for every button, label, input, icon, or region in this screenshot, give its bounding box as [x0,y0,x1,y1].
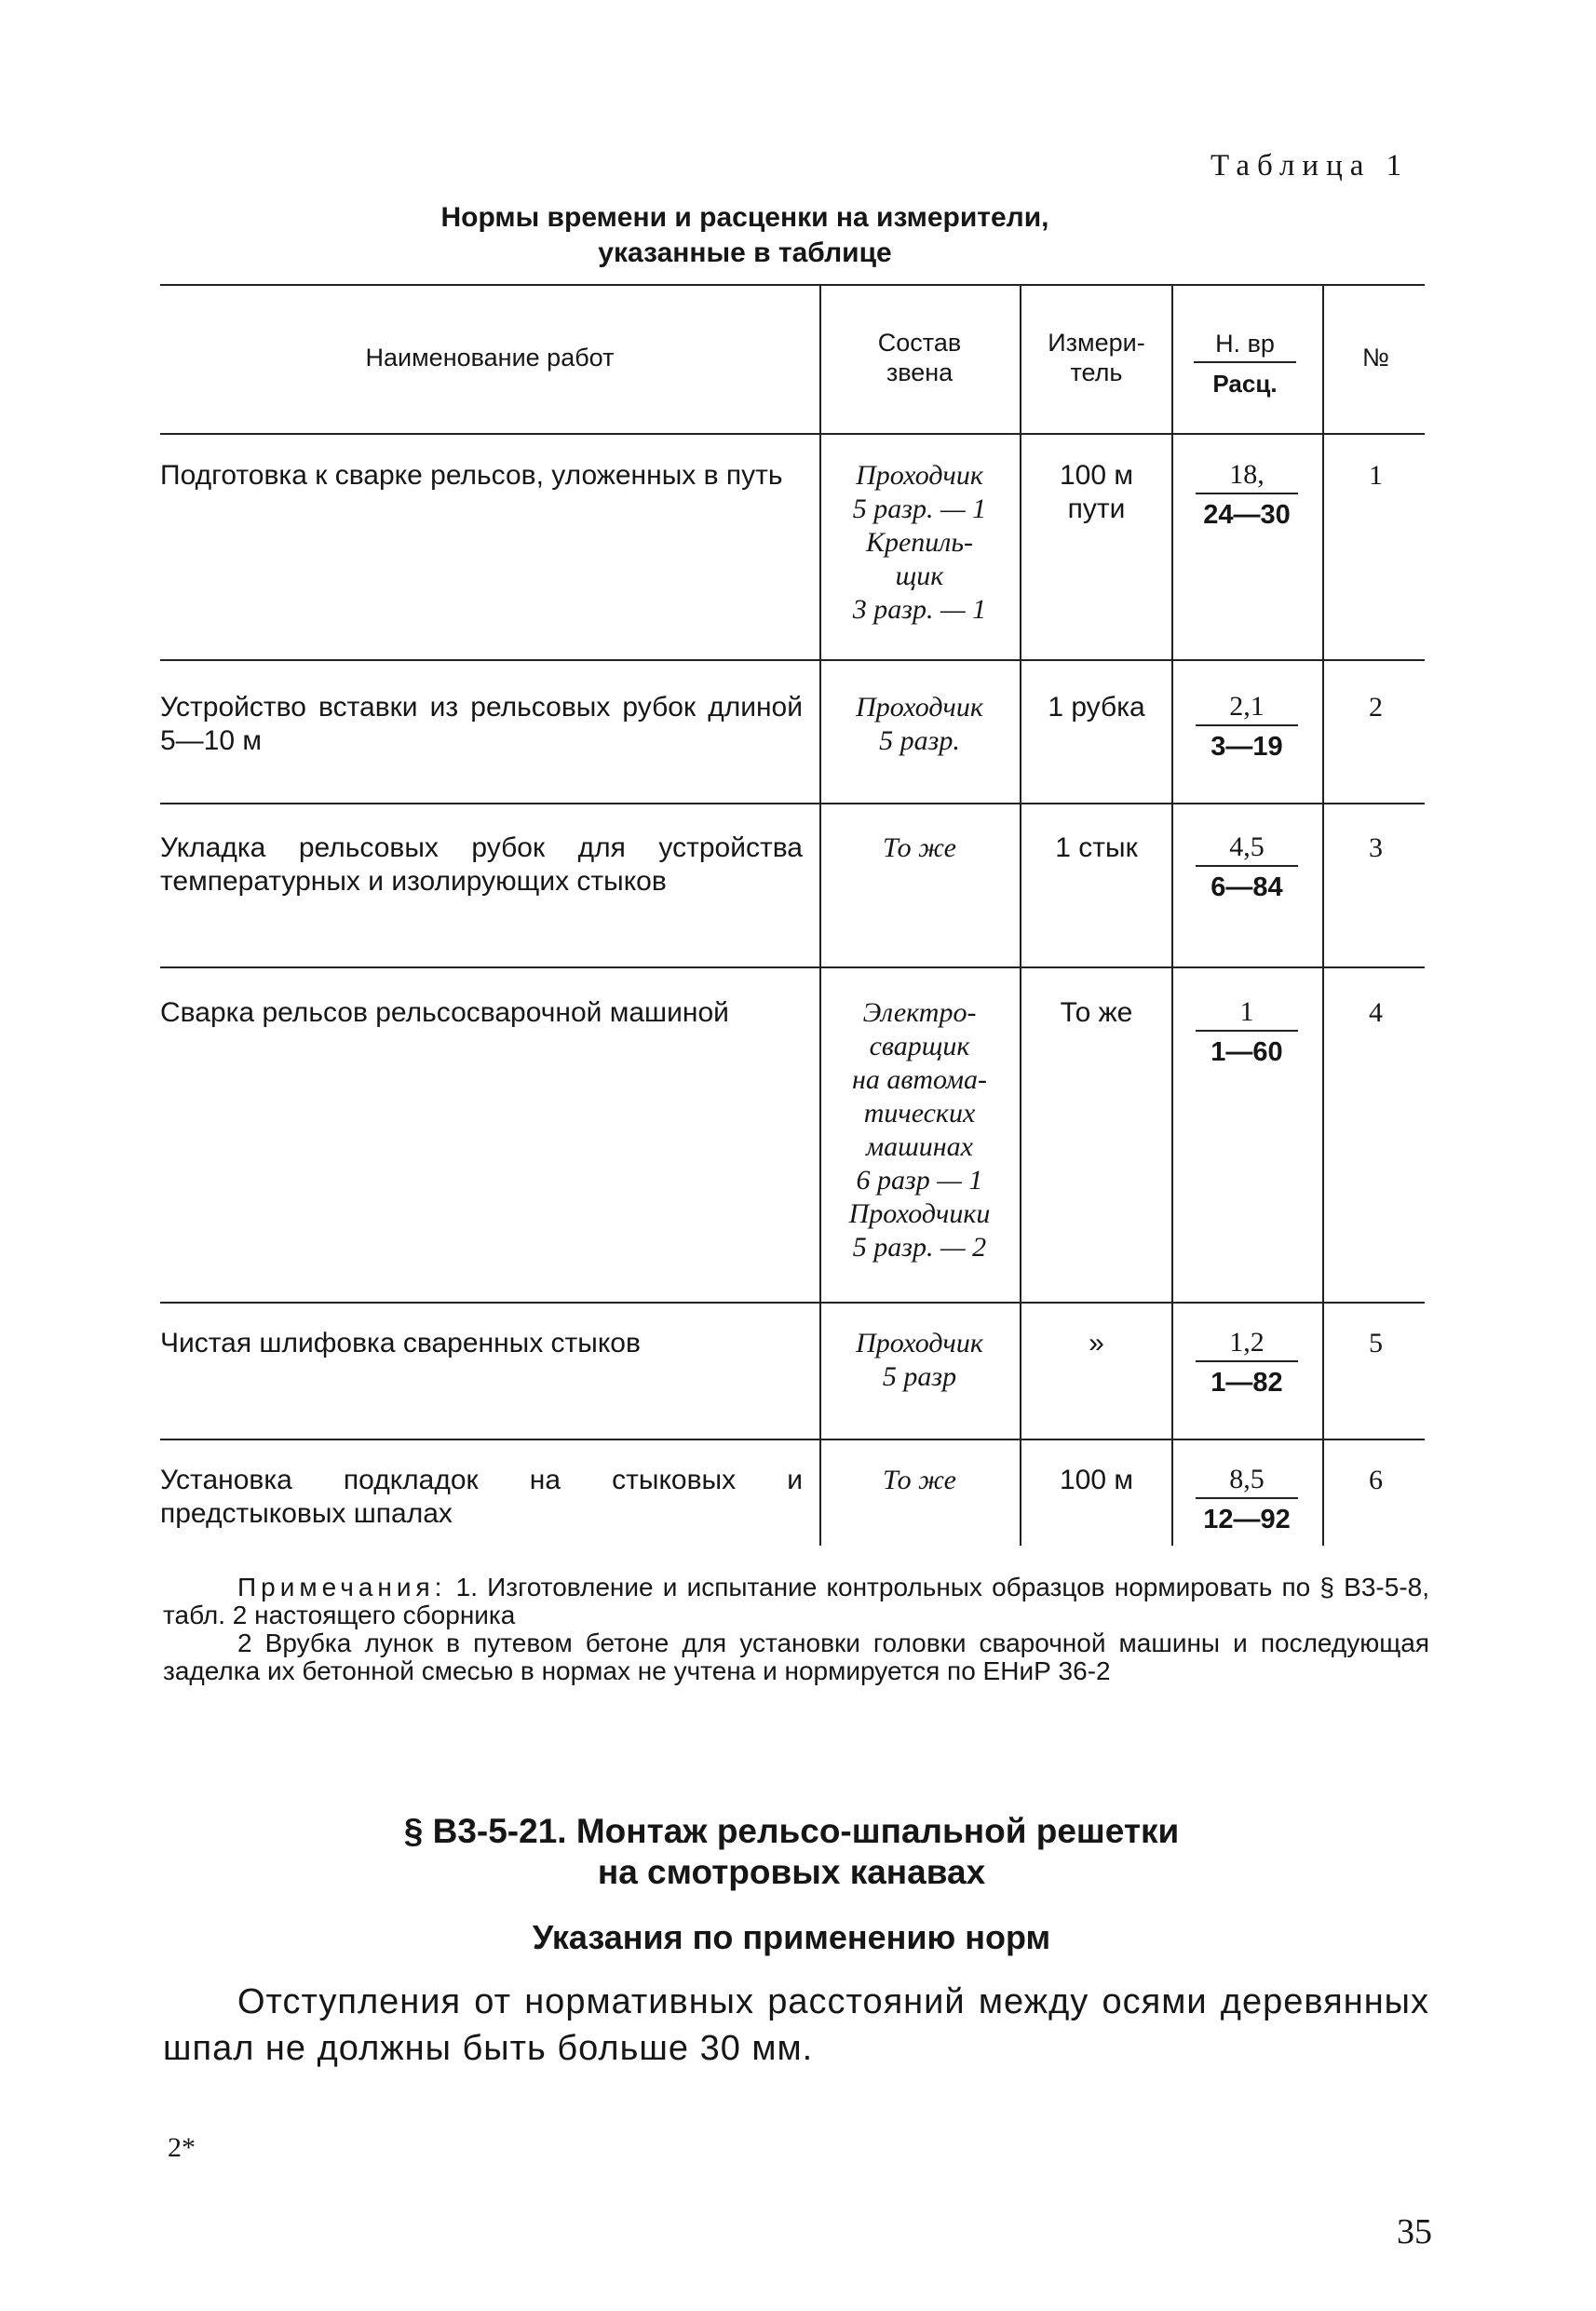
note-1-paragraph [163,1574,1429,1629]
note-2: 2 Врубка лунок в путевом бетоне для установки головки сварочной машины и последующая заделка их бетонной смесью в нормах не учтена и нормируется по ЕНиР 36-2 [163,1629,1429,1685]
row-3-num: 3 [1369,832,1383,863]
note-1: 1. Изготовление и испытание контрольных образцов нормировать по § В3-5-8, табл. 2 настоящего сборника [163,1573,1429,1629]
table-top-rule [160,284,1425,286]
header-bottom-rule [160,433,1425,435]
page-number: 35 [1397,2212,1432,2251]
sostav-line: Проходчик [856,460,983,491]
row-5-norm: 1,2 [1229,1327,1265,1358]
section-heading [279,1811,1304,1893]
sostav-line: Проходчики [848,1198,991,1229]
sostav-line: 5 разр. — 1 [852,493,987,524]
sostav-line: машинах [866,1131,973,1162]
row-2-sostav [824,691,1015,758]
row-divider [160,1302,1425,1304]
header-rate: Расц. [1212,370,1278,398]
sostav-line: тических [863,1098,976,1128]
row-6-name: Установка подкладок на стыковых и предстыковых шпалах [160,1465,803,1529]
row-5-name: Чистая шлифовка сваренных стыков [160,1328,641,1358]
row-2-rate: 3—19 [1211,732,1283,762]
sostav-line: То же [883,832,956,863]
sostav-line: Электро- [862,997,977,1028]
izmeritel-line: » [1089,1328,1104,1358]
row-6-norm: 8,5 [1229,1464,1265,1494]
row-4-num: 4 [1369,997,1383,1028]
table-label: Таблица 1 [1211,149,1410,182]
column-divider [1020,284,1021,1546]
row-6-norm-rate [1196,1464,1298,1534]
row-4-norm: 1 [1239,996,1254,1027]
sostav-line: 5 разр [882,1361,957,1392]
fraction-bar [1196,1030,1298,1032]
row-3-izmeritel [1024,831,1169,865]
row-1-sostav [824,459,1015,627]
row-6-num: 6 [1369,1465,1383,1495]
sostav-line: сварщик [869,1031,970,1061]
izmeritel-line: 1 стык [1055,832,1138,863]
row-2-num: 2 [1369,692,1383,723]
row-5-rate: 1—82 [1211,1368,1283,1398]
row-divider [160,1439,1425,1440]
row-3-rate: 6—84 [1211,872,1283,902]
fraction-bar [1196,1360,1298,1362]
row-2-name: Устройство вставки из рельсовых рубок длиной 5—10 м [160,692,803,756]
fraction-bar [1196,724,1298,726]
section-subheading: Указания по применению норм [532,1918,1051,1956]
fraction-bar [1196,865,1298,867]
row-4-sostav [824,996,1015,1264]
row-1-izmeritel [1024,459,1169,526]
column-divider [1171,284,1173,1546]
row-1-name: Подготовка к сварке рельсов, уложенных в путь [160,460,783,491]
sostav-line: 6 разр — 1 [856,1165,983,1196]
row-3-sostav [824,831,1015,865]
header-num: № [1362,344,1389,372]
row-2-norm: 2,1 [1229,691,1265,722]
header-norm: Н. вр [1215,330,1275,358]
row-4-izmeritel [1024,996,1169,1030]
row-4-name: Сварка рельсов рельсосварочной машиной [160,997,729,1028]
fraction-bar [1194,361,1296,363]
izmeritel-line: 100 м [1059,460,1133,491]
row-1-rate: 24—30 [1203,500,1291,530]
row-2-izmeritel [1024,691,1169,724]
row-5-izmeritel [1024,1327,1169,1360]
sostav-line: 5 разр. [879,725,960,756]
row-4-norm-rate [1196,996,1298,1067]
sostav-line: на автома- [851,1064,988,1095]
row-divider [160,966,1425,968]
header-name: Наименование работ [365,344,615,372]
notes [163,1574,1429,1685]
header-izmeritel: Измери- тель [1048,329,1145,386]
header-sostav: Состав звена [877,329,962,386]
header-norm-rate [1194,328,1296,399]
section-heading-line2: на смотровых канавах [597,1853,986,1891]
row-3-norm: 4,5 [1229,831,1265,862]
sostav-line: щик [895,561,944,591]
row-6-rate: 12—92 [1203,1505,1291,1534]
row-1-norm-rate [1196,459,1298,530]
fraction-bar [1196,493,1298,494]
notes-label: Примечания: [237,1573,447,1601]
row-3-name: Укладка рельсовых рубок для устройства температурных и изолирующих стыков [160,832,803,897]
row-5-norm-rate [1196,1327,1298,1398]
table-title [279,200,1211,271]
row-divider [160,803,1425,804]
body-text: Отступления от нормативных расстояний между осями деревянных шпал не должны быть больше 30 мм. [163,1982,1429,2068]
footnote-mark: 2* [168,2132,196,2163]
row-1-num: 1 [1369,460,1383,491]
table-title-line1: Нормы времени и расценки на измерители, [440,202,1049,233]
column-divider [1322,284,1324,1546]
row-5-sostav [824,1327,1015,1394]
izmeritel-line: 1 рубка [1048,692,1145,723]
row-1-norm: 18, [1229,459,1265,490]
sostav-line: Проходчик [856,1328,983,1358]
row-6-izmeritel [1024,1464,1169,1497]
fraction-bar [1196,1497,1298,1499]
izmeritel-line: пути [1067,493,1126,524]
row-5-num: 5 [1369,1328,1383,1358]
row-divider [160,659,1425,661]
section-heading-line1: § В3-5-21. Монтаж рельсо-шпальной решетки [403,1812,1180,1850]
sostav-line: 3 разр. — 1 [852,594,987,625]
sostav-line: 5 разр. — 2 [852,1232,987,1263]
body-paragraph [163,1979,1429,2072]
row-6-sostav [824,1464,1015,1497]
row-3-norm-rate [1196,831,1298,902]
sostav-line: Проходчик [856,692,983,723]
column-divider [819,284,821,1546]
izmeritel-line: 100 м [1059,1465,1133,1495]
table-title-line2: указанные в таблице [598,237,892,268]
sostav-line: Крепиль- [866,527,973,558]
row-4-rate: 1—60 [1211,1037,1283,1067]
izmeritel-line: То же [1060,997,1133,1028]
sostav-line: То же [883,1465,956,1495]
row-2-norm-rate [1196,691,1298,762]
